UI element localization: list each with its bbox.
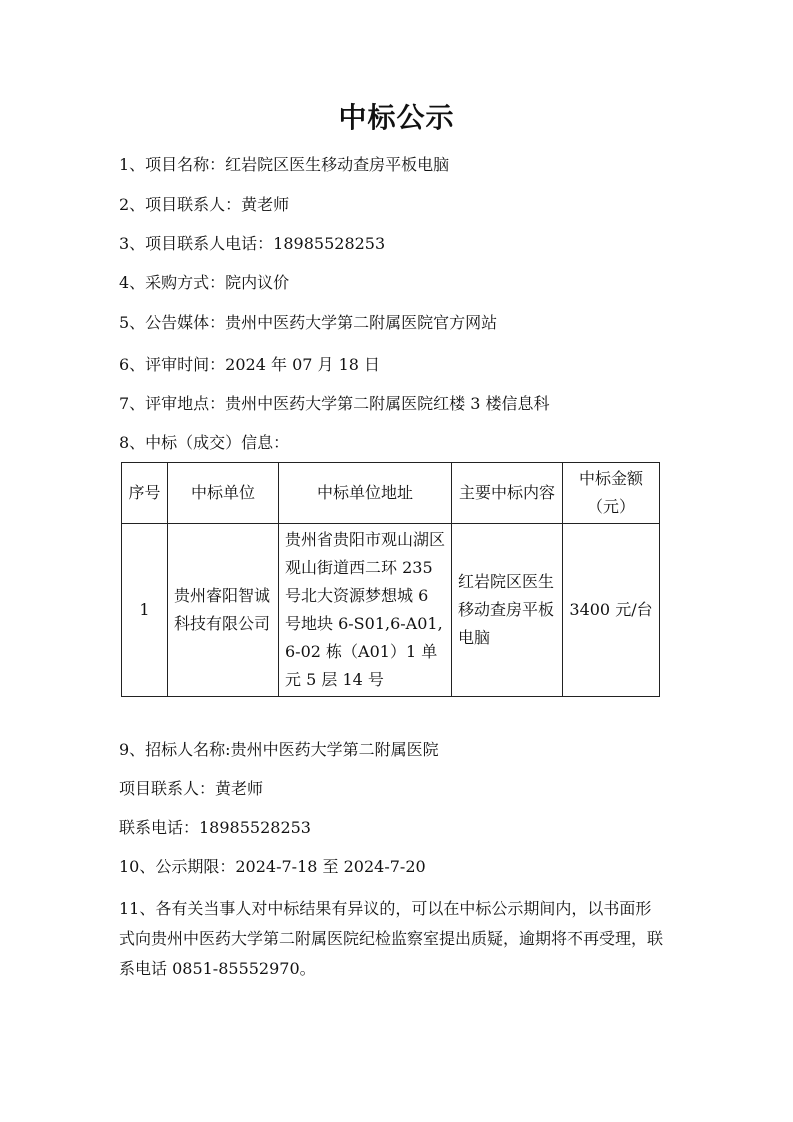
tenderer-line: 9、招标人名称:贵州中医药大学第二附属医院: [119, 740, 439, 759]
cell-no: 1: [122, 524, 168, 697]
award-info-line: 8、中标（成交）信息：: [119, 433, 290, 452]
cell-address: 贵州省贵阳市观山湖区观山街道西二环 235 号北大资源梦想城 6 号地块 6-S01,6-A01,6-02 栋（A01）1 单元 5 层 14 号: [279, 524, 452, 697]
header-content: 主要中标内容: [452, 463, 563, 524]
project-name-line: 1、项目名称：红岩院区医生移动查房平板电脑: [119, 155, 450, 174]
header-address: 中标单位地址: [279, 463, 452, 524]
footer-contact-line: 项目联系人：黄老师: [119, 779, 264, 798]
media-line: 5、公告媒体：贵州中医药大学第二附属医院官方网站: [119, 313, 498, 332]
publicity-period-line: 10、公示期限：2024-7-18 至 2024-7-20: [119, 857, 426, 876]
table-row: [122, 524, 660, 697]
review-place-line: 7、评审地点：贵州中医药大学第二附属医院红楼 3 楼信息科: [119, 394, 550, 413]
header-amount: 中标金额（元）: [563, 463, 660, 524]
header-no: 序号: [122, 463, 168, 524]
procurement-method-line: 4、采购方式：院内议价: [119, 273, 290, 292]
project-contact-phone-line: 3、项目联系人电话：18985528253: [119, 234, 386, 253]
award-table: [121, 462, 660, 697]
review-time-line: 6、评审时间：2024 年 07 月 18 日: [119, 355, 381, 374]
footer-phone-line: 联系电话：18985528253: [119, 818, 311, 837]
project-contact-line: 2、项目联系人：黄老师: [119, 195, 290, 214]
cell-company: 贵州睿阳智诚科技有限公司: [168, 524, 279, 697]
header-company: 中标单位: [168, 463, 279, 524]
cell-content: 红岩院区医生移动查房平板电脑: [452, 524, 563, 697]
objection-paragraph: 11、各有关当事人对中标结果有异议的，可以在中标公示期间内，以书面形式向贵州中医药大学第二附属医院纪检监察室提出质疑，逾期将不再受理，联系电话 0851-85552970。: [119, 899, 664, 978]
cell-amount: 3400 元/台: [563, 524, 660, 697]
page-title: 中标公示: [338, 101, 455, 134]
table-header-row: [122, 463, 660, 524]
